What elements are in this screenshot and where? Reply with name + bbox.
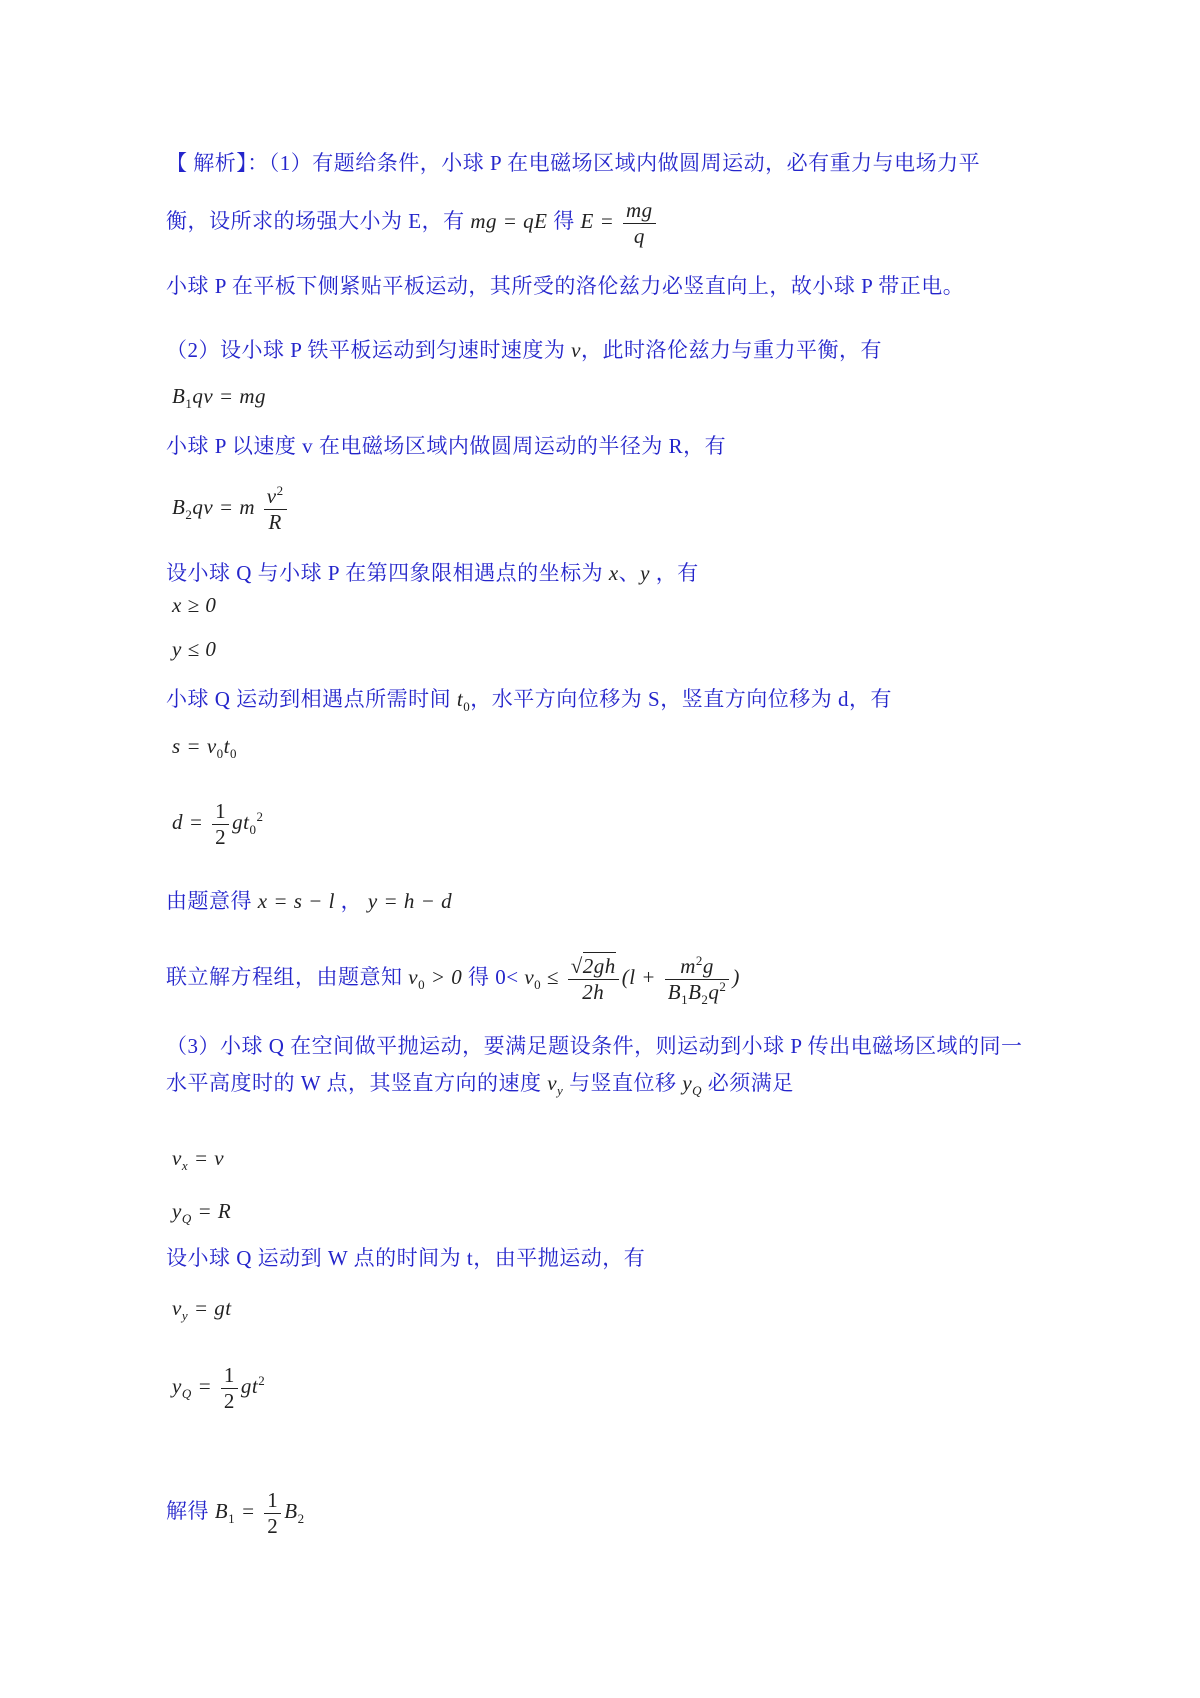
text-run: 必须满足	[702, 1071, 794, 1095]
equals: =	[191, 1374, 218, 1398]
var-v: v	[408, 965, 419, 989]
numerator: 1	[215, 798, 227, 823]
var-gt: gt	[240, 1374, 259, 1398]
formula-part: d =	[172, 810, 210, 834]
denominator: 2	[212, 824, 229, 850]
fraction-1-over-2	[212, 799, 229, 850]
radicand: 2gh	[582, 953, 616, 978]
var-v: v	[571, 338, 581, 362]
fraction-m2g-over-B1B2q2	[665, 954, 730, 1005]
line-11-time-displacement	[166, 686, 892, 713]
subscript-Q: Q	[181, 1211, 192, 1227]
formula-x-s-l: x = s − l	[257, 889, 335, 913]
inequality: x ≥ 0	[172, 593, 217, 617]
numerator: mg	[626, 197, 653, 222]
formula-y-h-d: y = h − d	[367, 889, 453, 913]
separator: 、	[618, 561, 641, 585]
superscript-2: 2	[695, 952, 703, 968]
subscript-x: x	[181, 1158, 189, 1174]
var-y: y	[640, 561, 650, 585]
equals: =	[235, 1499, 262, 1523]
text-run: 衡，设所求的场强大小为 E，有	[166, 209, 471, 233]
text-run: ，此时洛伦兹力与重力平衡，有	[580, 338, 882, 362]
text-run: ，水平方向位移为 S，竖直方向位移为 d，有	[470, 687, 892, 711]
formula-rest: = v	[188, 1146, 225, 1170]
var-v: v	[172, 1146, 182, 1170]
subscript-0: 0	[534, 977, 542, 993]
subscript-2: 2	[297, 1511, 305, 1527]
subscript-0: 0	[216, 746, 224, 762]
text-run: 得	[547, 209, 581, 233]
superscript-2: 2	[719, 978, 727, 994]
formula-d-half-gt02	[172, 797, 264, 850]
superscript-2: 2	[256, 809, 264, 824]
var-B: B	[688, 979, 702, 1004]
formula-x-ge-0	[172, 592, 216, 619]
formula-part: s = v	[172, 734, 217, 758]
close-paren: )	[732, 965, 740, 989]
text-run: 联立解方程组，由题意知	[166, 965, 409, 989]
var-q: q	[708, 979, 720, 1004]
formula-s-v0t0	[172, 733, 237, 760]
text-run: 解得	[166, 1499, 215, 1523]
formula-y-le-0	[172, 636, 216, 663]
line-16-part3-intro: （3）小球 Q 在空间做平抛运动，要满足题设条件，则运动到小球 P 传出电磁场区域的同一	[166, 1034, 1023, 1058]
var-y: y	[682, 1071, 693, 1095]
line-6-radius-R: 小球 P 以速度 v 在电磁场区域内做圆周运动的半径为 R，有	[166, 434, 727, 458]
radical-sign: √	[570, 953, 583, 978]
numerator: 1	[223, 1362, 235, 1387]
subscript-1: 1	[681, 991, 689, 1007]
text-run: ，有	[649, 561, 699, 585]
line-20-time-to-W: 设小球 Q 运动到 W 点的时间为 t，由平抛运动，有	[166, 1246, 646, 1270]
fraction-v2-over-R	[264, 484, 287, 535]
numerator	[264, 484, 287, 509]
numerator	[665, 954, 730, 979]
formula-vx-equals-v	[172, 1145, 224, 1172]
line-15-solve-system	[166, 948, 740, 1006]
le-sign: ≤	[541, 965, 565, 989]
comma: ，	[334, 889, 368, 913]
var-v: v	[266, 483, 277, 508]
numerator	[568, 954, 619, 979]
text-run: 设小球 Q 与小球 P 在第四象限相遇点的坐标为	[166, 561, 609, 585]
subscript-0: 0	[463, 699, 471, 715]
fraction-1-over-2	[221, 1363, 238, 1414]
var-B: B	[667, 979, 682, 1004]
formula-E-equals: E =	[580, 209, 620, 233]
line-4-part2-intro	[166, 337, 882, 364]
var-y: y	[172, 1199, 182, 1223]
subscript-2: 2	[701, 991, 709, 1007]
line-17-point-W-conditions	[166, 1070, 794, 1097]
text-run: （2）设小球 P 铁平板运动到匀速时速度为	[166, 338, 572, 362]
subscript-0: 0	[249, 822, 257, 838]
formula-rest: qv = mg	[192, 384, 266, 408]
subscript-Q: Q	[692, 1083, 703, 1099]
denominator: 2	[221, 1388, 238, 1414]
var-B: B	[172, 495, 186, 519]
formula-rest: = gt	[188, 1296, 232, 1320]
line-8-meeting-point	[166, 560, 699, 587]
text-run: 小球 Q 运动到相遇点所需时间	[166, 687, 457, 711]
subscript-y: y	[557, 1083, 564, 1099]
denominator: R	[264, 509, 287, 535]
line-3-positive-charge: 小球 P 在平板下侧紧贴平板运动，其所受的洛伦兹力必竖直向上，故小球 P 带正电。	[166, 274, 965, 298]
var-t: t	[456, 687, 464, 711]
numerator: 1	[267, 1487, 279, 1512]
line-2-field-strength	[166, 197, 659, 249]
text-run: 由题意得	[166, 889, 258, 913]
denominator: 2	[264, 1513, 281, 1539]
formula-mg-qE: mg = qE	[470, 209, 548, 233]
formula-rest: qv = m	[192, 495, 261, 519]
formula-B2qv-mv2R	[172, 475, 290, 539]
formula-yQ-equals-R	[172, 1198, 231, 1225]
subscript-2: 2	[185, 507, 193, 523]
formula-rest: = R	[191, 1199, 232, 1223]
var-g: g	[702, 953, 714, 978]
var-B: B	[214, 1499, 229, 1523]
var-m: m	[680, 953, 696, 978]
subscript-y: y	[181, 1308, 189, 1324]
subscript-0: 0	[418, 977, 426, 993]
line-14-from-problem	[166, 888, 452, 915]
var-B: B	[172, 384, 186, 408]
text-run: 与竖直位移	[563, 1071, 683, 1095]
denominator	[665, 979, 730, 1005]
subscript-1: 1	[185, 396, 193, 412]
line-1-analysis-intro: 【 解析】：（1）有题给条件，小球 P 在电磁场区域内做圆周运动，必有重力与电场力平	[166, 151, 981, 175]
denominator: q	[623, 223, 656, 249]
comparison: > 0	[425, 965, 468, 989]
var-B: B	[284, 1499, 298, 1523]
text-run: 得 0<	[468, 965, 525, 989]
formula-vy-equals-gt	[172, 1295, 232, 1322]
var-v: v	[524, 965, 535, 989]
var-t: t	[223, 734, 231, 758]
var-x: x	[608, 561, 619, 585]
formula-yQ-half-gt2	[172, 1360, 265, 1414]
subscript-0: 0	[230, 746, 238, 762]
subscript-Q: Q	[181, 1386, 192, 1402]
superscript-2: 2	[276, 482, 284, 498]
inequality: y ≤ 0	[172, 637, 217, 661]
formula-B1qv-mg	[172, 383, 266, 410]
open-paren-l-plus: (l +	[621, 965, 662, 989]
var-gt: gt	[232, 810, 250, 834]
text-run: 水平高度时的 W 点，其竖直方向的速度	[166, 1071, 548, 1095]
var-v: v	[172, 1296, 182, 1320]
fraction-sqrt2gh-over-2h	[568, 954, 619, 1005]
var-v: v	[547, 1071, 558, 1095]
superscript-2: 2	[258, 1373, 266, 1388]
fraction-mg-over-q	[623, 198, 656, 249]
denominator: 2h	[568, 979, 619, 1005]
fraction-1-over-2	[264, 1488, 281, 1539]
subscript-1: 1	[228, 1511, 236, 1527]
var-y: y	[172, 1374, 182, 1398]
line-23-result-B1-half-B2	[166, 1485, 305, 1539]
